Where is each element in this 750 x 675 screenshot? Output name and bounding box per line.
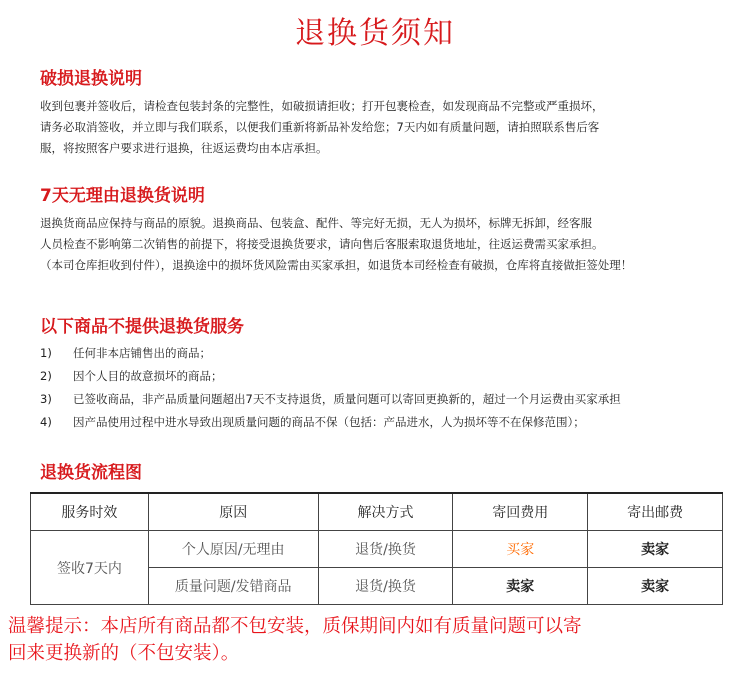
text-line: （本司仓库拒收到付件），退换途中的损坏货风险需由买家承担，如退货本司经检查有破损，仓库将直接做拒签处理！ (40, 258, 633, 272)
text-line: 请务必取消签收，并立即与我们联系，以便我们重新将新品补发给您；7天内如有质量问题，请拍照联系售后客 (40, 120, 600, 134)
tip-line: 温馨提示：本店所有商品都不包安装，质保期间内如有质量问题可以寄 (8, 616, 582, 637)
list-number: 4) (40, 415, 52, 429)
flow-heading: 退换货流程图 (40, 463, 142, 483)
text-line: 退换货商品应保持与商品的原貌。退换商品、包装盒、配件、等完好无损，无人为损坏，标牌无拆卸，经客服 (40, 216, 592, 230)
column-header: 寄回费用 (453, 493, 588, 531)
damage-return-text (40, 96, 730, 159)
list-number: 1) (40, 346, 52, 360)
return-fee-cell: 卖家 (453, 568, 588, 605)
tip-line: 回来更换新的（不包安装）。 (8, 643, 240, 664)
list-text: 已签收商品，非产品质量问题超出7天不支持退货，质量问题可以寄回更换新的，超过一个月运费由买家承担 (73, 392, 621, 406)
list-number: 3) (40, 392, 52, 406)
table-header-row (31, 493, 723, 531)
column-header: 原因 (148, 493, 318, 531)
column-header: 服务时效 (31, 493, 149, 531)
column-header: 寄出邮费 (588, 493, 723, 531)
list-item (40, 388, 740, 411)
return-fee-cell: 买家 (453, 531, 588, 568)
flow-table (30, 492, 723, 605)
reason-cell: 质量问题/发错商品 (148, 568, 318, 605)
list-text: 因个人目的故意损坏的商品； (73, 369, 223, 383)
list-item (40, 365, 740, 388)
service-period-cell: 签收7天内 (31, 531, 149, 605)
damage-return-heading: 破损退换说明 (40, 69, 142, 89)
text-line: 收到包裹并签收后，请检查包装封条的完整性，如破损请拒收；打开包裹检查，如发现商品不完整或严重损坏， (40, 99, 604, 113)
list-item (40, 411, 740, 434)
list-text: 因产品使用过程中进水导致出现质量问题的商品不保（包括：产品进水，人为损坏等不在保修范围）； (73, 415, 585, 429)
seven-day-return-heading: 7天无理由退换货说明 (40, 186, 205, 206)
list-number: 2) (40, 369, 52, 383)
table-row (31, 531, 723, 568)
exclusions-heading: 以下商品不提供退换货服务 (40, 317, 244, 337)
solution-cell: 退货/换货 (318, 531, 453, 568)
exclusions-list (40, 342, 740, 434)
ship-fee-cell: 卖家 (588, 531, 723, 568)
solution-cell: 退货/换货 (318, 568, 453, 605)
column-header: 解决方式 (318, 493, 453, 531)
list-item (40, 342, 740, 365)
seven-day-return-text (40, 213, 730, 276)
warm-tip (8, 613, 748, 667)
reason-cell: 个人原因/无理由 (148, 531, 318, 568)
page-title: 退换货须知 (295, 16, 455, 51)
ship-fee-cell: 卖家 (588, 568, 723, 605)
text-line: 服，将按照客户要求进行退换，往返运费均由本店承担。 (40, 141, 328, 155)
list-text: 任何非本店铺售出的商品； (73, 346, 211, 360)
text-line: 人员检查不影响第二次销售的前提下，将接受退换货要求，请向售后客服索取退货地址，往返运费需买家承担。 (40, 237, 604, 251)
